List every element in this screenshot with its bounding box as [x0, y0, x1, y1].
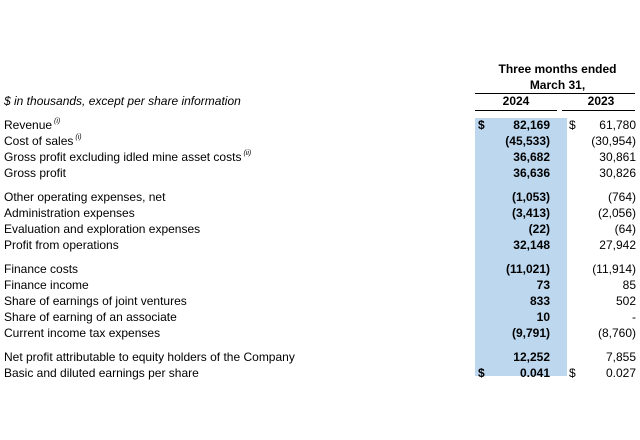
- column-header-2024: 2024: [502, 94, 530, 108]
- row-label: [4, 294, 187, 308]
- row-label: [4, 366, 199, 380]
- column-header-2023: 2023: [587, 94, 615, 108]
- row-label-text: Evaluation and exploration expenses: [4, 222, 201, 236]
- value-2024: 36,682: [513, 150, 550, 164]
- value-2023: 61,780: [599, 118, 636, 132]
- row-label: [4, 326, 160, 340]
- row-label-text: Administration expenses: [4, 206, 135, 220]
- currency-symbol-2024: $: [478, 118, 485, 132]
- row-label: [4, 222, 200, 236]
- row-label-text: Current income tax expenses: [4, 326, 161, 340]
- value-2023: (8,760): [597, 326, 636, 340]
- row-label: [4, 262, 78, 276]
- value-2024: 10: [536, 310, 550, 324]
- value-2023: 0.027: [605, 366, 636, 380]
- value-2024: 36,636: [513, 166, 550, 180]
- row-label: [4, 350, 295, 364]
- value-2024: 32,148: [513, 238, 550, 252]
- value-2024: (45,533): [505, 134, 550, 148]
- value-2023: (764): [607, 190, 636, 204]
- column-rule-2024: [475, 110, 557, 111]
- value-2023: (11,914): [592, 262, 636, 276]
- column-rule-2023: [562, 110, 635, 111]
- row-label-text: Finance costs: [4, 262, 79, 276]
- value-2024: 82,169: [513, 118, 550, 132]
- row-label: [4, 238, 119, 252]
- value-2023: (2,056): [597, 206, 636, 220]
- value-2024: 833: [529, 294, 550, 308]
- footnote-marker: (i): [54, 118, 61, 125]
- row-label: [4, 166, 66, 180]
- currency-symbol-2023: $: [569, 366, 576, 380]
- row-label: [4, 150, 251, 164]
- value-2024: (22): [528, 222, 550, 236]
- row-label-text: Share of earning of an associate: [4, 310, 177, 324]
- value-2024: 0.041: [519, 366, 550, 380]
- period-heading-line1: Three months ended: [498, 62, 617, 76]
- value-2024: (11,021): [505, 262, 550, 276]
- row-label: [4, 118, 60, 132]
- table-subtitle: $ in thousands, except per share information: [4, 94, 241, 108]
- row-label: [4, 206, 135, 220]
- period-heading-line2: March 31,: [529, 78, 586, 92]
- currency-symbol-2023: $: [569, 118, 576, 132]
- value-2023: (30,954): [591, 134, 636, 148]
- row-label-text: Cost of sales: [4, 134, 74, 148]
- value-2023: 7,855: [605, 350, 636, 364]
- value-2024: (9,791): [511, 326, 550, 340]
- row-label-text: Profit from operations: [4, 238, 119, 252]
- row-label-text: Gross profit: [4, 166, 67, 180]
- value-2023: 30,861: [599, 150, 636, 164]
- value-2023: 27,942: [599, 238, 636, 252]
- value-2023: 30,826: [599, 166, 636, 180]
- value-2023: 502: [615, 294, 636, 308]
- value-2024: (1,053): [511, 190, 550, 204]
- row-label-text: Other operating expenses, net: [4, 190, 166, 204]
- row-label: [4, 278, 89, 292]
- row-label-text: Finance income: [4, 278, 89, 292]
- row-label: [4, 134, 82, 148]
- value-2023: 85: [622, 278, 636, 292]
- value-2023: (64): [614, 222, 636, 236]
- row-label-text: Revenue: [4, 118, 53, 132]
- row-label-text: Net profit attributable to equity holders of the Company: [4, 350, 295, 364]
- footnote-marker: (ii): [243, 150, 252, 157]
- row-label-text: Basic and diluted earnings per share: [4, 366, 199, 380]
- currency-symbol-2024: $: [478, 366, 485, 380]
- footnote-marker: (i): [75, 134, 82, 141]
- value-2024: (3,413): [511, 206, 550, 220]
- row-label: [4, 310, 177, 324]
- value-2024: 73: [536, 278, 550, 292]
- value-2024: 12,252: [513, 350, 550, 364]
- row-label-text: Gross profit excluding idled mine asset costs: [4, 150, 242, 164]
- row-label-text: Share of earnings of joint ventures: [4, 294, 187, 308]
- value-2023: -: [632, 310, 636, 324]
- row-label: [4, 190, 165, 204]
